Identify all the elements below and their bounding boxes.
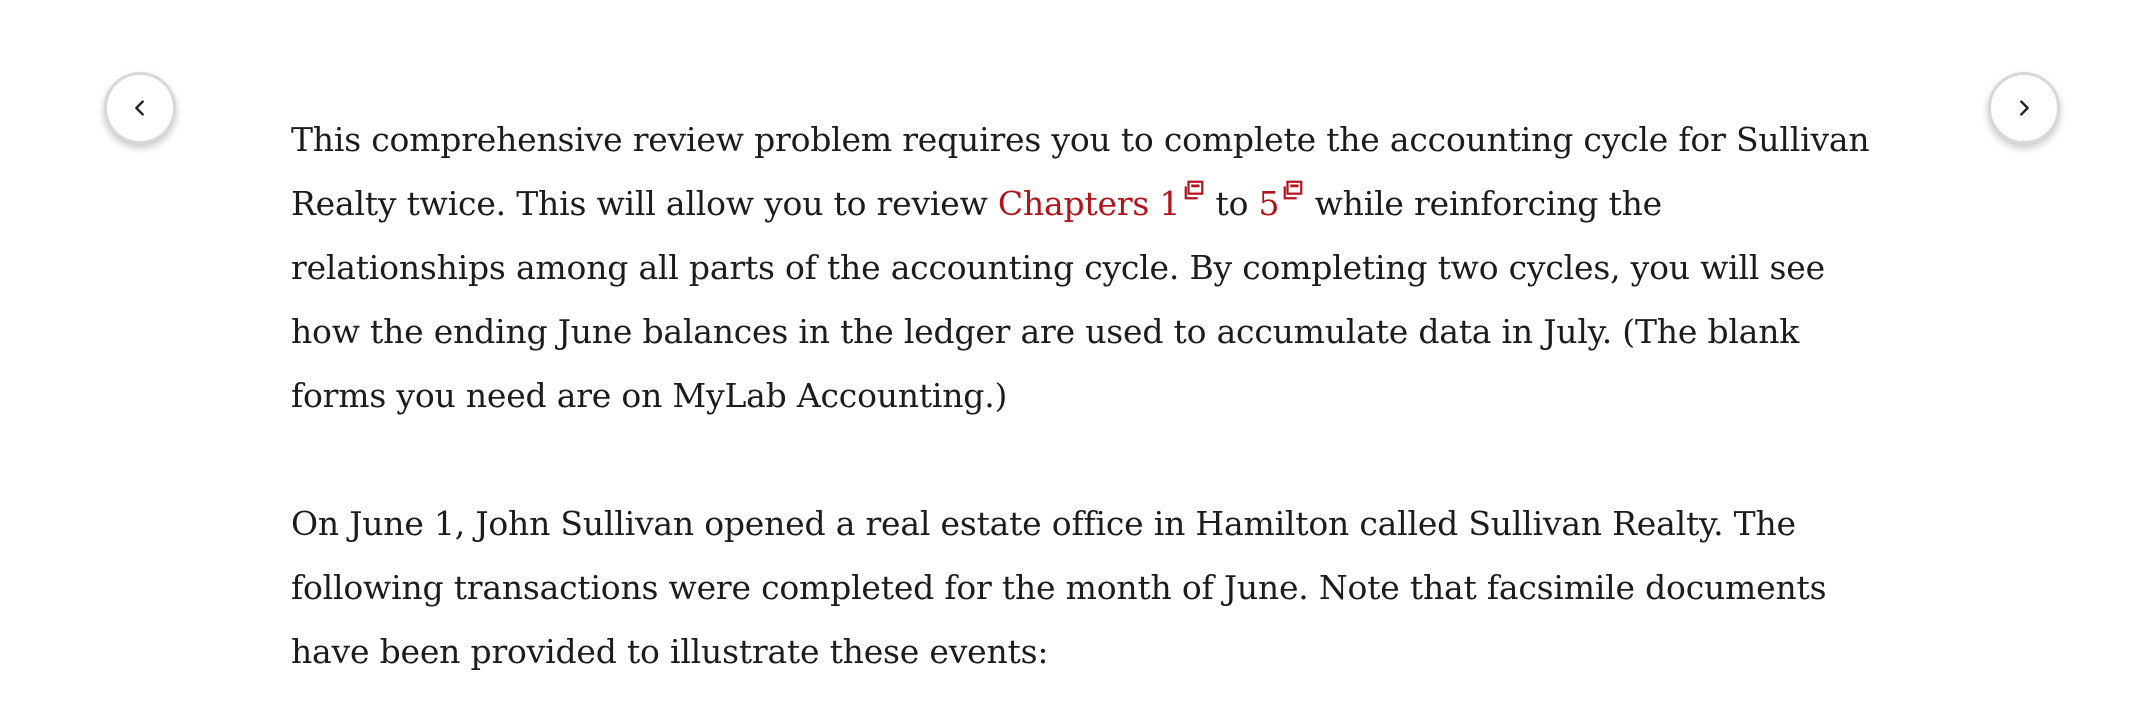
chapter-5-link[interactable] [1259,184,1305,223]
reading-content [291,108,1881,684]
intro-text-between: to [1205,184,1259,223]
chapter-1-link[interactable] [998,184,1205,223]
external-link-icon [1183,179,1205,201]
external-link-icon [1282,179,1304,201]
previous-page-button[interactable] [104,72,176,144]
chapter-5-link-label: 5 [1258,184,1280,223]
chevron-right-icon [2013,97,2035,119]
intro-text-start: This comprehensive review problem requires you to complete the accounting cycle for Sullivan Realty twice. This will allow you to review [291,120,1870,223]
intro-text-end: while reinforcing the relationships among all parts of the accounting cycle. By completing two cycles, you will see how the ending June balances in the ledger are used to accumulate data in July. (The blank forms you need are on MyLab Accounting.) [291,184,1825,415]
chevron-left-icon [129,97,151,119]
june-transactions-paragraph: On June 1, John Sullivan opened a real estate office in Hamilton called Sullivan Realty. The following transactions were completed for the month of June. Note that facsimile documents have been provided to illustrate these events: [291,504,1827,671]
intro-paragraph [291,108,1881,428]
next-page-button[interactable] [1988,72,2060,144]
chapter-1-link-label: Chapters 1 [997,184,1181,223]
